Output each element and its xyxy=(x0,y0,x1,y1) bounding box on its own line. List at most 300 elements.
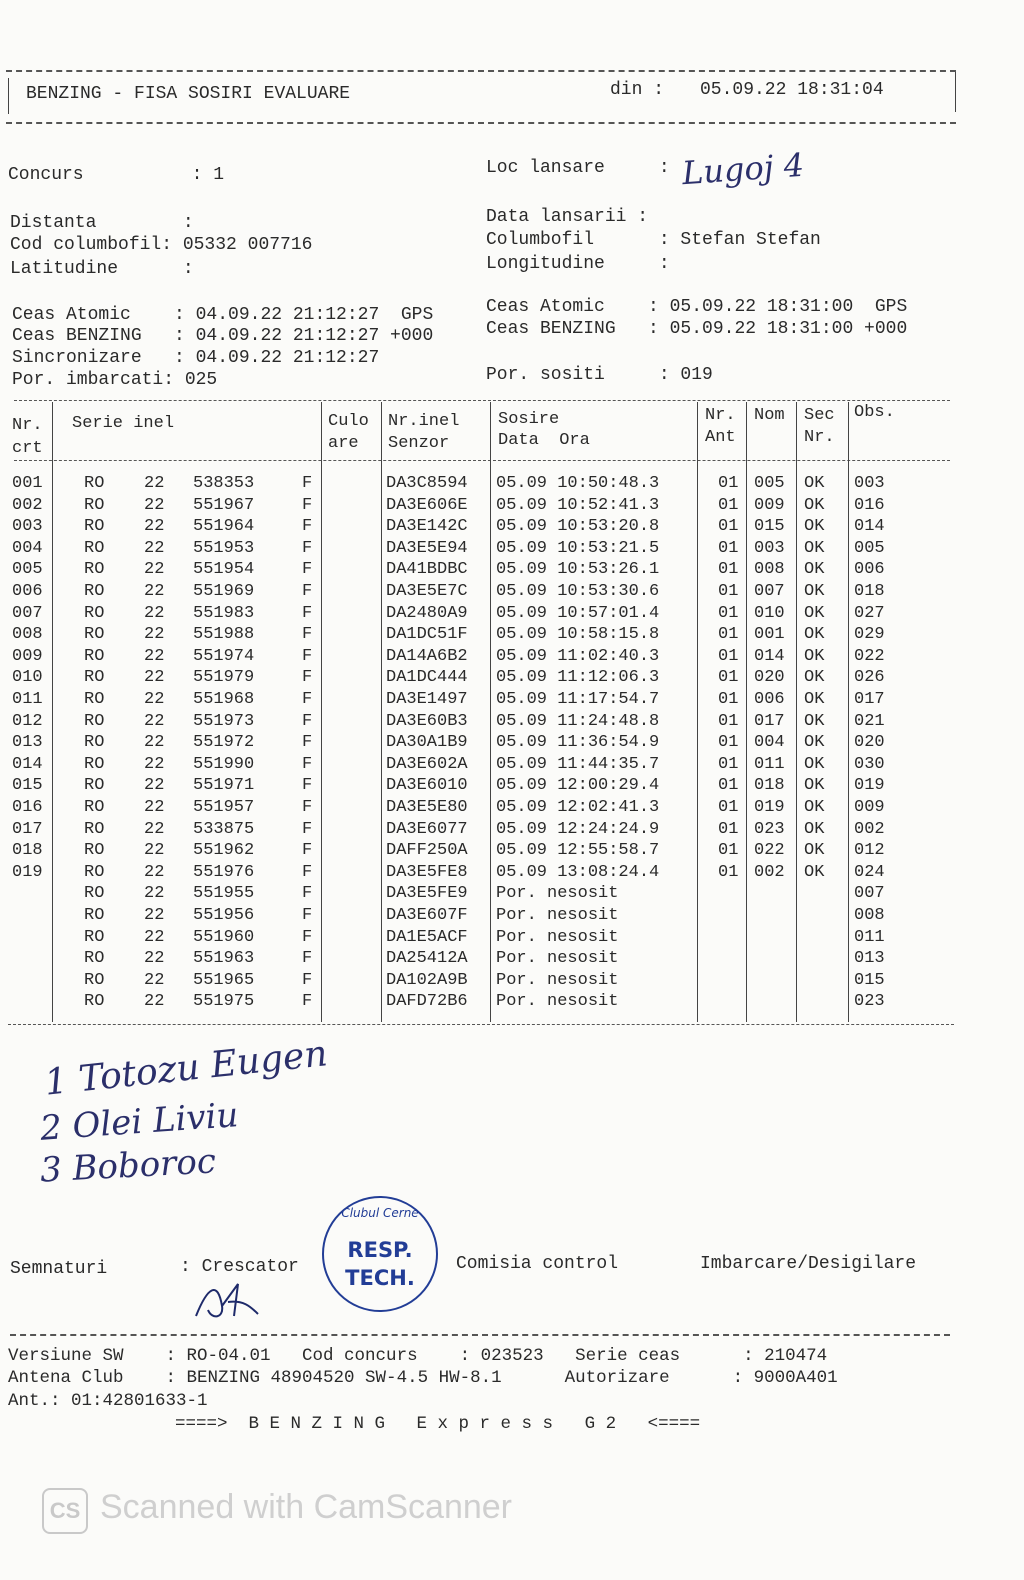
table-row xyxy=(0,733,1000,755)
table-row xyxy=(0,604,1000,626)
header-nom: Nom xyxy=(754,406,785,425)
row-nom: 018 xyxy=(754,776,785,796)
row-obs: 029 xyxy=(854,625,885,645)
table-row xyxy=(0,668,1000,690)
row-obs: 011 xyxy=(854,927,885,947)
loc-lansare-handwritten: Lugoj 4 xyxy=(680,145,806,193)
row-sec: OK xyxy=(804,862,825,882)
row-sec: OK xyxy=(804,776,825,796)
row-obs: 003 xyxy=(854,474,885,493)
header-serie-inel: Serie inel xyxy=(72,414,175,433)
row-nom: 011 xyxy=(754,754,785,774)
row-nom: 023 xyxy=(754,819,785,839)
sincronizare-field: Sincronizare : 04.09.22 21:12:27 xyxy=(12,348,380,368)
row-obs: 026 xyxy=(854,668,885,688)
row-crt: 013 xyxy=(12,733,43,753)
row-year: 22 xyxy=(144,711,165,731)
row-obs: 002 xyxy=(854,819,885,839)
row-sex: F xyxy=(302,819,313,839)
row-serie: RO xyxy=(84,711,105,731)
table-row xyxy=(0,712,1000,734)
row-obs: 006 xyxy=(854,560,885,580)
row-year: 22 xyxy=(144,927,165,947)
row-year: 22 xyxy=(144,690,165,709)
row-sosire: Por. nesosit xyxy=(496,927,619,947)
row-ring-number: 551990 xyxy=(193,754,255,774)
row-sex: F xyxy=(302,474,313,493)
row-sec: OK xyxy=(804,538,825,558)
row-crt: 002 xyxy=(12,495,43,515)
row-sex: F xyxy=(302,733,313,753)
row-sec: OK xyxy=(804,517,825,537)
row-sex: F xyxy=(302,754,313,774)
row-sosire: 05.09 10:50:48.3 xyxy=(496,474,660,493)
row-nom: 008 xyxy=(754,560,785,580)
header-obs: Obs. xyxy=(854,403,895,422)
report-date-value: 05.09.22 18:31:04 xyxy=(700,80,884,100)
table-row xyxy=(0,517,1000,539)
row-obs: 007 xyxy=(854,884,885,904)
row-antenna: 01 xyxy=(718,754,739,774)
row-serie: RO xyxy=(84,538,105,558)
row-obs: 008 xyxy=(854,906,885,925)
header-nr: Nr. xyxy=(12,416,43,435)
row-serie: RO xyxy=(84,970,105,990)
row-obs: 023 xyxy=(854,992,885,1012)
row-serie: RO xyxy=(84,560,105,580)
row-senzor: DA3E142C xyxy=(386,517,468,537)
row-obs: 024 xyxy=(854,862,885,882)
row-sosire: 05.09 11:24:48.8 xyxy=(496,711,660,731)
row-year: 22 xyxy=(144,646,165,666)
row-crt: 018 xyxy=(12,841,43,861)
comisia-control-label: Comisia control xyxy=(456,1254,619,1274)
row-senzor: DA3C8594 xyxy=(386,474,468,493)
row-senzor: DA3E60B3 xyxy=(386,711,468,731)
table-row xyxy=(0,625,1000,647)
table-row xyxy=(0,755,1000,777)
stamp-arc-text: Clubul Cerne xyxy=(341,1206,419,1220)
row-crt: 012 xyxy=(12,711,43,731)
row-nom: 007 xyxy=(754,582,785,601)
row-sosire: 05.09 10:52:41.3 xyxy=(496,495,660,515)
row-year: 22 xyxy=(144,603,165,623)
semnaturi-label: Semnaturi xyxy=(10,1259,108,1279)
row-sosire: 05.09 10:58:15.8 xyxy=(496,625,660,645)
header-sec-2: Nr. xyxy=(804,428,835,447)
row-sex: F xyxy=(302,646,313,666)
row-senzor: DA14A6B2 xyxy=(386,646,468,666)
handwritten-note-2: 2 Olei Liviu xyxy=(38,1095,240,1149)
row-serie: RO xyxy=(84,625,105,645)
table-top-rule xyxy=(14,400,950,401)
header-nr-inel: Nr.inel xyxy=(388,412,460,431)
stamp-line-1: RESP. xyxy=(347,1238,413,1262)
row-serie: RO xyxy=(84,884,105,904)
row-ring-number: 551962 xyxy=(193,841,255,861)
row-sex: F xyxy=(302,625,313,645)
footer-rule xyxy=(10,1334,950,1336)
row-sosire: 05.09 11:02:40.3 xyxy=(496,646,660,666)
ceas-atomic-left: Ceas Atomic : 04.09.22 21:12:27 GPS xyxy=(12,305,434,325)
row-sosire: 05.09 11:44:35.7 xyxy=(496,754,660,774)
stamp-line-2: TECH. xyxy=(345,1266,415,1290)
row-senzor: DA1DC444 xyxy=(386,668,468,688)
row-obs: 020 xyxy=(854,733,885,753)
row-sex: F xyxy=(302,798,313,817)
row-ring-number: 551983 xyxy=(193,603,255,623)
header-crt: crt xyxy=(12,439,43,458)
row-ring-number: 533875 xyxy=(193,819,255,839)
row-ring-number: 551956 xyxy=(193,906,255,925)
row-sec: OK xyxy=(804,625,825,645)
header-sosire: Sosire xyxy=(498,410,560,429)
row-nom: 017 xyxy=(754,711,785,731)
row-sex: F xyxy=(302,927,313,947)
header-top-rule xyxy=(6,70,956,72)
row-crt: 016 xyxy=(12,798,43,817)
row-crt: 019 xyxy=(12,862,43,882)
row-crt: 010 xyxy=(12,668,43,688)
row-senzor: DA3E5FE9 xyxy=(386,884,468,904)
table-row xyxy=(0,884,1000,906)
footer-line-2: Antena Club : BENZING 48904520 SW-4.5 HW-8.1 Autorizare : 9000A401 xyxy=(8,1368,838,1388)
row-year: 22 xyxy=(144,474,165,493)
row-crt: 008 xyxy=(12,625,43,645)
row-ring-number: 551953 xyxy=(193,538,255,558)
data-lansarii-field: Data lansarii : xyxy=(486,207,649,227)
header-culo: Culo xyxy=(328,412,369,431)
row-sec: OK xyxy=(804,646,825,666)
table-row xyxy=(0,690,1000,712)
row-serie: RO xyxy=(84,819,105,839)
ceas-benzing-left: Ceas BENZING : 04.09.22 21:12:27 +000 xyxy=(12,326,434,346)
row-sex: F xyxy=(302,603,313,623)
table-row xyxy=(0,906,1000,928)
row-sosire: 05.09 11:17:54.7 xyxy=(496,690,660,709)
row-senzor: DA3E606E xyxy=(386,495,468,515)
row-antenna: 01 xyxy=(718,862,739,882)
por-sositi-field: Por. sositi : 019 xyxy=(486,365,713,385)
row-ring-number: 551954 xyxy=(193,560,255,580)
row-year: 22 xyxy=(144,495,165,515)
row-senzor: DA1DC51F xyxy=(386,625,468,645)
row-ring-number: 551971 xyxy=(193,776,255,796)
cod-columbofil-field: Cod columbofil: 05332 007716 xyxy=(10,235,313,255)
row-year: 22 xyxy=(144,906,165,925)
header-nr-ant-2: Ant xyxy=(705,428,736,447)
header-right-border xyxy=(955,72,956,112)
row-senzor: DA30A1B9 xyxy=(386,733,468,753)
row-nom: 009 xyxy=(754,495,785,515)
loc-lansare-field: Loc lansare : xyxy=(486,158,670,178)
row-sec: OK xyxy=(804,668,825,688)
row-obs: 014 xyxy=(854,517,885,537)
row-serie: RO xyxy=(84,495,105,515)
row-ring-number: 538353 xyxy=(193,474,255,493)
row-senzor: DA3E607F xyxy=(386,906,468,925)
row-nom: 019 xyxy=(754,798,785,817)
row-sosire: 05.09 11:12:06.3 xyxy=(496,668,660,688)
row-sex: F xyxy=(302,862,313,882)
row-ring-number: 551972 xyxy=(193,733,255,753)
footer-line-3: Ant.: 01:42801633-1 xyxy=(8,1391,208,1411)
row-serie: RO xyxy=(84,927,105,947)
ceas-atomic-right: Ceas Atomic : 05.09.22 18:31:00 GPS xyxy=(486,297,908,317)
row-nom: 015 xyxy=(754,517,785,537)
header-senzor: Senzor xyxy=(388,434,450,453)
row-year: 22 xyxy=(144,776,165,796)
row-crt: 003 xyxy=(12,517,43,537)
row-senzor: DA25412A xyxy=(386,949,468,969)
handwritten-note-1: 1 Totozu Eugen xyxy=(42,1033,330,1104)
row-obs: 021 xyxy=(854,711,885,731)
row-ring-number: 551964 xyxy=(193,517,255,537)
report-title: BENZING - FISA SOSIRI EVALUARE xyxy=(26,84,351,104)
club-stamp xyxy=(322,1196,438,1312)
row-crt: 015 xyxy=(12,776,43,796)
row-year: 22 xyxy=(144,625,165,645)
footer-line-4: ====> B E N Z I N G E x p r e s s G 2 <==== xyxy=(175,1414,701,1434)
handwritten-note-3: 3 Boboroc xyxy=(39,1141,217,1191)
table-row xyxy=(0,776,1000,798)
row-nom: 001 xyxy=(754,625,785,645)
row-sex: F xyxy=(302,711,313,731)
row-year: 22 xyxy=(144,862,165,882)
longitudine-field: Longitudine : xyxy=(486,254,670,274)
row-sosire: 05.09 10:53:30.6 xyxy=(496,582,660,601)
row-nom: 022 xyxy=(754,841,785,861)
row-sosire: Por. nesosit xyxy=(496,906,619,925)
row-antenna: 01 xyxy=(718,560,739,580)
row-nom: 010 xyxy=(754,603,785,623)
table-row xyxy=(0,582,1000,604)
row-sex: F xyxy=(302,884,313,904)
row-senzor: DA3E5E80 xyxy=(386,798,468,817)
row-sec: OK xyxy=(804,560,825,580)
concurs-field: Concurs : 1 xyxy=(8,165,225,185)
row-ring-number: 551965 xyxy=(193,970,255,990)
row-sex: F xyxy=(302,906,313,925)
table-row xyxy=(0,841,1000,863)
row-ring-number: 551955 xyxy=(193,884,255,904)
table-row xyxy=(0,647,1000,669)
row-serie: RO xyxy=(84,603,105,623)
report-date-label: din : xyxy=(610,80,665,100)
row-nom: 003 xyxy=(754,538,785,558)
row-serie: RO xyxy=(84,841,105,861)
row-antenna: 01 xyxy=(718,582,739,601)
row-year: 22 xyxy=(144,970,165,990)
row-obs: 015 xyxy=(854,970,885,990)
row-sex: F xyxy=(302,668,313,688)
crescator-label: : Crescator xyxy=(180,1257,299,1277)
row-year: 22 xyxy=(144,841,165,861)
row-ring-number: 551963 xyxy=(193,949,255,969)
table-row xyxy=(0,992,1000,1014)
row-crt: 014 xyxy=(12,754,43,774)
table-row xyxy=(0,798,1000,820)
row-senzor: DA3E6077 xyxy=(386,819,468,839)
row-serie: RO xyxy=(84,906,105,925)
row-ring-number: 551960 xyxy=(193,927,255,947)
row-antenna: 01 xyxy=(718,646,739,666)
row-sec: OK xyxy=(804,474,825,493)
row-year: 22 xyxy=(144,819,165,839)
row-year: 22 xyxy=(144,668,165,688)
row-sex: F xyxy=(302,517,313,537)
row-senzor: DA3E5E94 xyxy=(386,538,468,558)
row-antenna: 01 xyxy=(718,474,739,493)
row-ring-number: 551979 xyxy=(193,668,255,688)
row-year: 22 xyxy=(144,517,165,537)
row-crt: 017 xyxy=(12,819,43,839)
row-sec: OK xyxy=(804,798,825,817)
row-sec: OK xyxy=(804,819,825,839)
row-sosire: 05.09 12:24:24.9 xyxy=(496,819,660,839)
row-sosire: 05.09 10:57:01.4 xyxy=(496,603,660,623)
row-sex: F xyxy=(302,560,313,580)
row-ring-number: 551973 xyxy=(193,711,255,731)
row-antenna: 01 xyxy=(718,538,739,558)
table-row xyxy=(0,928,1000,950)
columbofil-field: Columbofil : Stefan Stefan xyxy=(486,230,821,250)
row-antenna: 01 xyxy=(718,798,739,817)
row-antenna: 01 xyxy=(718,841,739,861)
row-sex: F xyxy=(302,992,313,1012)
row-antenna: 01 xyxy=(718,625,739,645)
row-sosire: Por. nesosit xyxy=(496,970,619,990)
row-sec: OK xyxy=(804,495,825,515)
row-sosire: Por. nesosit xyxy=(496,884,619,904)
row-obs: 016 xyxy=(854,495,885,515)
table-row xyxy=(0,971,1000,993)
row-ring-number: 551974 xyxy=(193,646,255,666)
row-senzor: DA102A9B xyxy=(386,970,468,990)
row-serie: RO xyxy=(84,798,105,817)
row-sec: OK xyxy=(804,711,825,731)
row-serie: RO xyxy=(84,862,105,882)
row-sosire: 05.09 12:02:41.3 xyxy=(496,798,660,817)
header-sec-1: Sec xyxy=(804,406,835,425)
crescator-signature xyxy=(188,1276,268,1326)
row-sosire: 05.09 10:53:20.8 xyxy=(496,517,660,537)
row-ring-number: 551976 xyxy=(193,862,255,882)
footer-line-1: Versiune SW : RO-04.01 Cod concurs : 023523 Serie ceas : 210474 xyxy=(8,1346,828,1366)
row-antenna: 01 xyxy=(718,733,739,753)
header-data-ora: Data Ora xyxy=(498,431,590,450)
row-antenna: 01 xyxy=(718,776,739,796)
row-serie: RO xyxy=(84,646,105,666)
row-year: 22 xyxy=(144,733,165,753)
row-serie: RO xyxy=(84,949,105,969)
row-antenna: 01 xyxy=(718,690,739,709)
row-year: 22 xyxy=(144,560,165,580)
header-bottom-rule xyxy=(6,122,956,124)
row-sec: OK xyxy=(804,603,825,623)
row-nom: 020 xyxy=(754,668,785,688)
row-ring-number: 551968 xyxy=(193,690,255,709)
row-ring-number: 551975 xyxy=(193,992,255,1012)
row-antenna: 01 xyxy=(718,517,739,537)
row-nom: 005 xyxy=(754,474,785,493)
row-crt: 005 xyxy=(12,560,43,580)
row-antenna: 01 xyxy=(718,668,739,688)
row-sex: F xyxy=(302,970,313,990)
row-ring-number: 551969 xyxy=(193,582,255,601)
row-nom: 006 xyxy=(754,690,785,709)
row-nom: 014 xyxy=(754,646,785,666)
row-obs: 027 xyxy=(854,603,885,623)
header-left-border xyxy=(8,78,9,114)
camscanner-watermark: Scanned with CamScanner xyxy=(100,1488,513,1526)
table-row xyxy=(0,949,1000,971)
imbarcare-desigilare-label: Imbarcare/Desigilare xyxy=(700,1254,917,1274)
table-row xyxy=(0,820,1000,842)
row-sec: OK xyxy=(804,690,825,709)
table-row xyxy=(0,539,1000,561)
row-serie: RO xyxy=(84,668,105,688)
row-sec: OK xyxy=(804,733,825,753)
row-obs: 009 xyxy=(854,798,885,817)
row-year: 22 xyxy=(144,754,165,774)
por-imbarcati-field: Por. imbarcati: 025 xyxy=(12,370,218,390)
row-sosire: Por. nesosit xyxy=(496,949,619,969)
row-crt: 011 xyxy=(12,690,43,709)
row-nom: 004 xyxy=(754,733,785,753)
camscanner-logo-icon: CS xyxy=(42,1488,88,1534)
ceas-benzing-right: Ceas BENZING : 05.09.22 18:31:00 +000 xyxy=(486,319,908,339)
row-sosire: 05.09 10:53:26.1 xyxy=(496,560,660,580)
table-row xyxy=(0,560,1000,582)
row-sosire: 05.09 13:08:24.4 xyxy=(496,862,660,882)
row-sosire: 05.09 11:36:54.9 xyxy=(496,733,660,753)
row-sosire: 05.09 12:55:58.7 xyxy=(496,841,660,861)
table-row xyxy=(0,474,1000,496)
row-obs: 018 xyxy=(854,582,885,601)
table-row xyxy=(0,863,1000,885)
row-ring-number: 551967 xyxy=(193,495,255,515)
row-serie: RO xyxy=(84,690,105,709)
row-obs: 017 xyxy=(854,690,885,709)
row-senzor: DA2480A9 xyxy=(386,603,468,623)
row-sosire: 05.09 12:00:29.4 xyxy=(496,776,660,796)
row-obs: 030 xyxy=(854,754,885,774)
row-crt: 004 xyxy=(12,538,43,558)
row-senzor: DA3E1497 xyxy=(386,690,468,709)
row-senzor: DA3E5FE8 xyxy=(386,862,468,882)
row-obs: 012 xyxy=(854,841,885,861)
row-obs: 005 xyxy=(854,538,885,558)
table-header-rule xyxy=(14,460,950,461)
row-senzor: DA41BDBC xyxy=(386,560,468,580)
row-sec: OK xyxy=(804,754,825,774)
row-senzor: DA3E602A xyxy=(386,754,468,774)
row-antenna: 01 xyxy=(718,711,739,731)
row-serie: RO xyxy=(84,517,105,537)
row-crt: 007 xyxy=(12,603,43,623)
table-row xyxy=(0,496,1000,518)
row-year: 22 xyxy=(144,884,165,904)
row-antenna: 01 xyxy=(718,819,739,839)
row-nom: 002 xyxy=(754,862,785,882)
row-senzor: DA3E5E7C xyxy=(386,582,468,601)
row-sex: F xyxy=(302,949,313,969)
row-senzor: DA1E5ACF xyxy=(386,927,468,947)
row-sosire: 05.09 10:53:21.5 xyxy=(496,538,660,558)
row-sex: F xyxy=(302,776,313,796)
row-serie: RO xyxy=(84,582,105,601)
